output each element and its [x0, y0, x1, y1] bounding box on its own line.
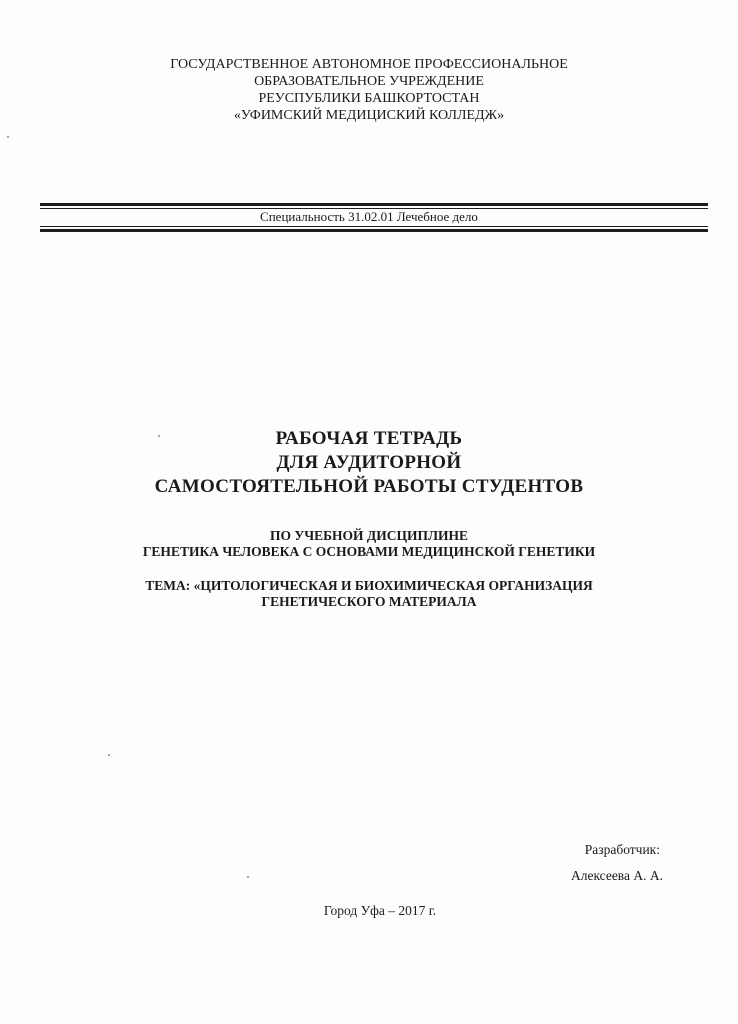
developer-label: Разработчик:: [584, 842, 660, 857]
rule-thick: [40, 203, 708, 206]
discipline-line: ПО УЧЕБНОЙ ДИСЦИПЛИНЕ: [269, 528, 469, 543]
institution-line: «УФИМСКИЙ МЕДИЦИСКИЙ КОЛЛЕДЖ»: [233, 108, 505, 123]
bottom-double-rule: [40, 226, 708, 232]
title-line: САМОСТОЯТЕЛЬНОЙ РАБОТЫ СТУДЕНТОВ: [154, 476, 584, 497]
discipline-block: [0, 528, 738, 560]
specialty-line: Специальность 31.02.01 Лечебное дело: [260, 209, 478, 224]
institution-name: [0, 56, 738, 124]
title-line: РАБОЧАЯ ТЕТРАДЬ: [275, 428, 463, 449]
discipline-line: ГЕНЕТИКА ЧЕЛОВЕКА С ОСНОВАМИ МЕДИЦИНСКОЙ ГЕНЕТИКИ: [142, 544, 596, 559]
institution-line: РЕУСПУБЛИКИ БАШКОРТОСТАН: [258, 91, 480, 106]
title-line: ДЛЯ АУДИТОРНОЙ: [276, 452, 462, 473]
rule-thin: [40, 226, 708, 227]
topic-line: ТЕМА: «ЦИТОЛОГИЧЕСКАЯ И БИОХИМИЧЕСКАЯ ОРГАНИЗАЦИЯ: [145, 578, 593, 593]
scan-speck: [158, 435, 160, 437]
topic-line: ГЕНЕТИЧЕСКОГО МАТЕРИАЛА: [261, 594, 477, 609]
scan-speck: [108, 754, 110, 756]
topic-block: [0, 578, 738, 610]
developer-name: Алексеева А. А.: [570, 868, 663, 883]
scan-speck: [7, 136, 9, 138]
institution-line: ГОСУДАРСТВЕННОЕ АВТОНОМНОЕ ПРОФЕССИОНАЛЬНОЕ: [170, 57, 568, 72]
scan-speck: [247, 876, 249, 878]
city-year: Город Уфа – 2017 г.: [323, 903, 437, 918]
rule-thick: [40, 229, 708, 232]
institution-line: ОБРАЗОВАТЕЛЬНОЕ УЧРЕЖДЕНИЕ: [254, 74, 484, 89]
document-title: [0, 427, 738, 499]
